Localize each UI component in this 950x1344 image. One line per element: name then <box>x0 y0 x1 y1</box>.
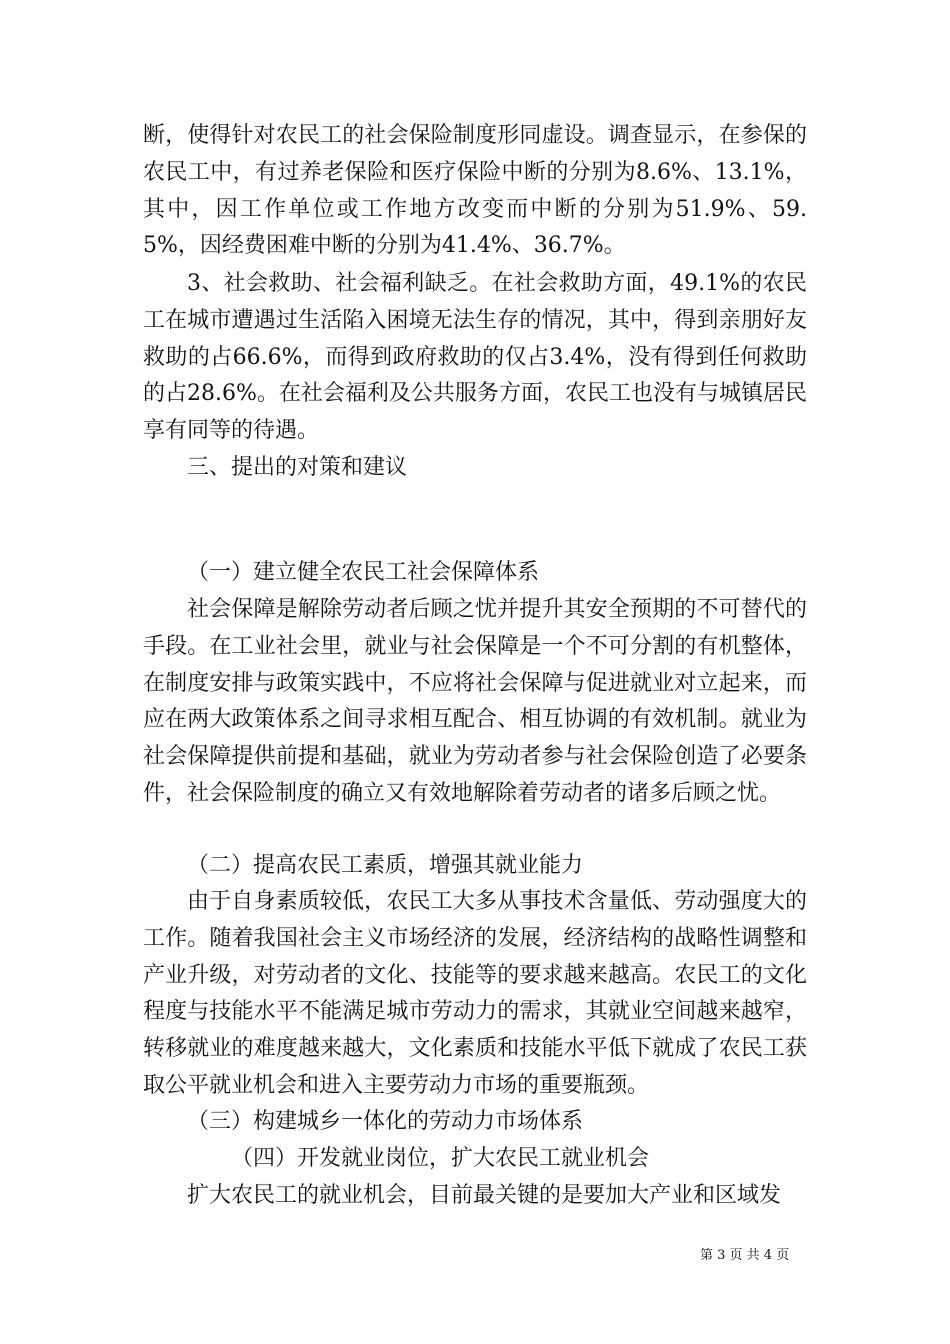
paragraph-social-assistance: 3、社会救助、社会福利缺乏。在社会救助方面，49.1%的农民工在城市遭遇过生活陷入困境无法生存的情况，其中，得到亲朋好友救助的占66.6%，而得到政府救助的仅占3.4%，没有得到任何救助的占28.6%。在社会福利及公共服务方面，农民工也没有与城镇居民享有同等的待遇。 <box>143 271 807 444</box>
subheading-labor-market: （三）构建城乡一体化的劳动力市场体系 <box>187 1109 584 1134</box>
paragraph-worker-quality: 由于自身素质较低，农民工大多从事技术含量低、劳动强度大的工作。随着我国社会主义市场经济的发展，经济结构的战略性调整和产业升级，对劳动者的文化、技能等的要求越来越高。农民工的文化程度与技能水平不能满足城市劳动力的需求，其就业空间越来越窄，转移就业的难度越来越大，文化素质和技能水平低下就成了农民工获取公平就业机会和进入主要劳动力市场的重要瓶颈。 <box>143 889 807 1098</box>
paragraph-job-opportunities: 扩大农民工的就业机会，目前最关键的是要加大产业和区域发 <box>187 1183 782 1208</box>
subheading-improve-quality: （二）提高农民工素质，增强其就业能力 <box>187 853 584 878</box>
page-number-footer: 第 3 页 共 4 页 <box>700 1248 790 1263</box>
subheading-job-creation: （四）开发就业岗位，扩大农民工就业机会 <box>231 1146 650 1171</box>
subheading-social-security-system: （一）建立健全农民工社会保障体系 <box>187 560 540 585</box>
paragraph-continuation: 断，使得针对农民工的社会保险制度形同虚设。调查显示，在参保的农民工中，有过养老保险和医疗保险中断的分别为8.6%、13.1%，其中，因工作单位或工作地方改变而中断的分别为51.9%、59.5%，因经费困难中断的分别为41.4%、36.7%。 <box>143 123 807 259</box>
paragraph-social-security: 社会保障是解除劳动者后顾之忧并提升其安全预期的不可替代的手段。在工业社会里，就业与社会保障是一个不可分割的有机整体，在制度安排与政策实践中，不应将社会保障与促进就业对立起来，而应在两大政策体系之间寻求相互配合、相互协调的有效机制。就业为社会保障提供前提和基础，就业为劳动者参与社会保险创造了必要条件，社会保险制度的确立又有效地解除着劳动者的诸多后顾之忧。 <box>143 597 807 806</box>
section-heading-countermeasures: 三、提出的对策和建议 <box>187 455 408 480</box>
